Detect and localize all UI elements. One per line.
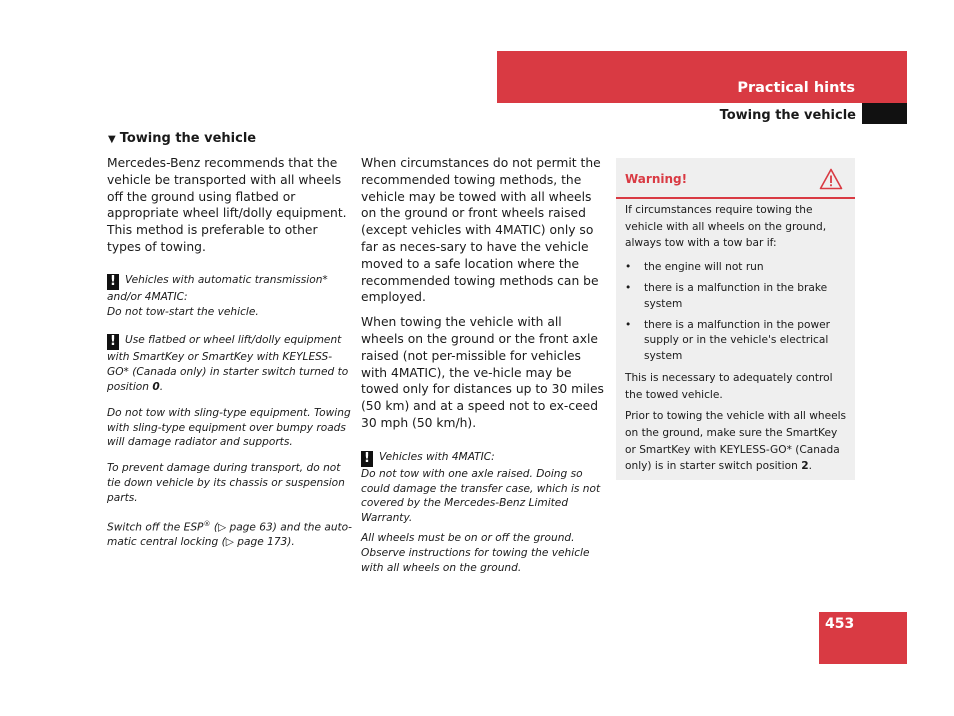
note-text: Use flatbed or wheel lift/dolly equipment with SmartKey or SmartKey with KEYLESS-GO* (Canada only) in starter switch turned to position bbox=[107, 334, 349, 393]
section-heading-text: Towing the vehicle bbox=[119, 131, 257, 146]
section-heading bbox=[108, 131, 256, 146]
list-item-text: there is a malfunction in the brake system bbox=[644, 282, 828, 310]
triangle-marker-icon: ▼ bbox=[108, 134, 116, 145]
list-item bbox=[625, 281, 849, 312]
warning-intro: If circumstances require towing the vehicle with all wheels on the ground, always tow with a tow bar if: bbox=[625, 204, 827, 250]
note-esp bbox=[107, 517, 352, 550]
warning-control-paragraph: This is necessary to adequately control the towed vehicle. bbox=[625, 372, 833, 401]
note-text: Do not tow with one axle raised. Doing so could damage the transfer case, which is not covered by the Mercedes-Benz Limited Warranty. bbox=[361, 467, 601, 525]
page-number-box bbox=[819, 612, 907, 664]
thumb-index-tab bbox=[862, 103, 907, 124]
note-text: Switch off the ESP bbox=[107, 521, 204, 534]
exclamation-icon: ! bbox=[361, 451, 373, 467]
switch-position: 0 bbox=[152, 380, 160, 393]
warning-list bbox=[625, 260, 849, 364]
middle-column bbox=[361, 155, 606, 575]
note-sling-equipment: Do not tow with sling-type equipment. Towing with sling-type equipment over bumpy roads will damage radiator and supports. bbox=[107, 406, 351, 449]
list-item bbox=[625, 318, 849, 364]
warning-smartkey-paragraph bbox=[625, 408, 849, 474]
note-all-wheels: All wheels must be on or off the ground. Observe instructions for towing the vehicle with all wheels on the ground. bbox=[361, 531, 590, 574]
left-column bbox=[107, 155, 352, 550]
chapter-title: Practical hints bbox=[737, 80, 855, 96]
list-item bbox=[625, 260, 849, 275]
towing-circumstances-paragraph: When circumstances do not permit the recommended towing methods, the vehicle may be towed with all wheels on the ground or front wheels raised (except vehicles with 4MATIC) only so far as neces-sary to have the vehicle moved to a safe location where the recommended towing methods can be employed. bbox=[361, 156, 601, 305]
switch-position: 2 bbox=[801, 460, 809, 473]
bullet-icon: • bbox=[625, 282, 632, 295]
page-number: 453 bbox=[825, 616, 855, 632]
chapter-header-band bbox=[497, 51, 907, 103]
note-4matic bbox=[361, 450, 606, 526]
warning-box bbox=[616, 158, 855, 480]
warning-header bbox=[616, 158, 855, 199]
towing-distance-paragraph: When towing the vehicle with all wheels on the ground or the front axle raised (not per-missible for vehicles with 4MATIC), the ve-hicle may be towed only for distances up to 30 miles (50 km) and at a speed not to ex-ceed 30 mph (50 km/h). bbox=[361, 315, 604, 430]
warning-body bbox=[625, 202, 849, 475]
note-tie-down: To prevent damage during transport, do not tie down vehicle by its chassis or suspension parts. bbox=[107, 462, 345, 504]
warning-text: Prior to towing the vehicle with all wheels on the ground, make sure the SmartKey or SmartKey with KEYLESS-GO* (Canada only) is in starter switch position bbox=[625, 410, 847, 473]
list-item-text: there is a malfunction in the power supply or in the vehicle's electrical system bbox=[644, 319, 831, 362]
note-punctuation: . bbox=[159, 380, 164, 393]
note-automatic-transmission bbox=[107, 273, 352, 320]
note-text: Do not tow-start the vehicle. bbox=[107, 305, 259, 318]
intro-paragraph: Mercedes-Benz recommends that the vehicle be transported with all wheels off the ground using flatbed or appropriate wheel lift/dolly equipment. This method is preferable to other types of towing. bbox=[107, 156, 347, 254]
note-text: (▷ page 63) and the auto-matic central locking (▷ page 173). bbox=[107, 521, 352, 548]
registered-mark: ® bbox=[203, 519, 211, 528]
warning-title: Warning! bbox=[625, 172, 688, 186]
section-subtitle: Towing the vehicle bbox=[719, 108, 856, 123]
warning-triangle-icon bbox=[819, 168, 843, 190]
note-text: Vehicles with automatic transmission* and/or 4MATIC: bbox=[107, 273, 328, 303]
bullet-icon: • bbox=[625, 319, 632, 331]
exclamation-icon: ! bbox=[107, 334, 119, 350]
note-text: Vehicles with 4MATIC: bbox=[379, 450, 495, 463]
list-item-text: the engine will not run bbox=[644, 260, 764, 273]
note-flatbed-equipment bbox=[107, 333, 352, 394]
warning-punctuation: . bbox=[808, 460, 812, 473]
exclamation-icon: ! bbox=[107, 274, 119, 290]
bullet-icon: • bbox=[625, 260, 632, 273]
